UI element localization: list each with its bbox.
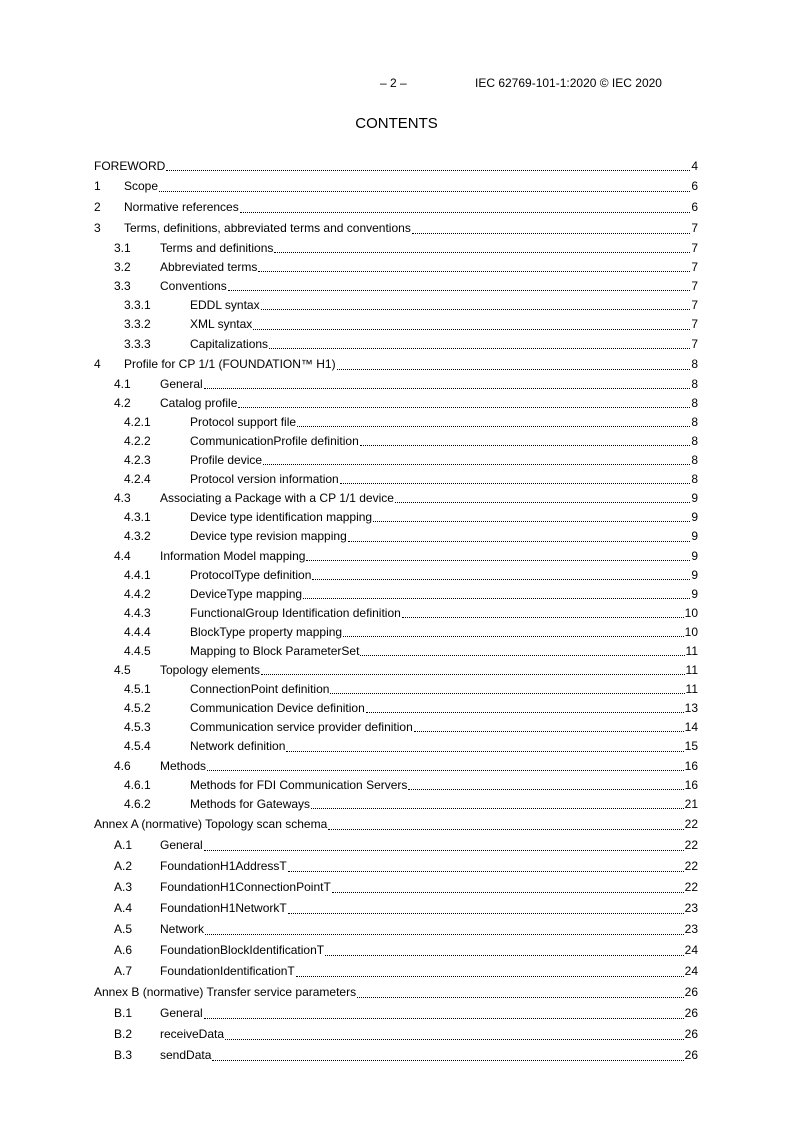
toc-entry-label: Catalog profile [160,395,238,410]
toc-entry-page: 7 [691,298,698,313]
toc-dot-leader [258,258,690,277]
toc-dot-leader [225,1024,684,1045]
toc-dot-leader [312,566,690,585]
toc-entry[interactable] [94,898,698,919]
toc-entry-page: 8 [691,356,698,371]
toc-entry-number: B.1 [114,1005,133,1020]
toc-entry-number: 3.2 [114,260,131,275]
toc-entry-label: Mapping to Block ParameterSet [190,643,360,658]
toc-entry-page: 7 [691,317,698,332]
toc-entry[interactable] [94,258,698,277]
toc-entry-label: DeviceType mapping [190,586,303,601]
toc-entry-label: FoundationIdentificationT [160,963,295,978]
toc-entry-page: 9 [691,491,698,506]
toc-entry-page: 15 [684,739,698,754]
toc-entry-label: receiveData [160,1026,225,1041]
toc-dot-leader [297,413,690,432]
toc-entry-label: FoundationBlockIdentificationT [160,942,325,957]
toc-entry-number: 4.2 [114,395,131,410]
toc-dot-leader [402,604,684,623]
toc-entry-page: 26 [684,984,698,999]
toc-entry[interactable] [94,661,698,680]
toc-entry-label: Methods for FDI Communication Servers [190,777,408,792]
toc-dot-leader [212,1045,683,1066]
toc-entry-page: 16 [684,777,698,792]
toc-dot-leader [303,585,690,604]
toc-entry-page: 6 [691,200,698,215]
toc-entry-label: Scope [124,179,159,194]
toc-entry-label: FOREWORD [94,159,166,173]
toc-entry-number: 2 [94,200,101,215]
toc-entry[interactable] [94,795,698,814]
toc-entry-label: Conventions [160,279,227,294]
toc-entry-number: 4.3.1 [124,510,151,525]
toc-entry-page: 10 [684,624,698,639]
toc-entry-page: 9 [691,567,698,582]
toc-dot-leader [286,737,683,756]
page-number-header: – 2 – [380,76,407,90]
toc-entry-page: 8 [691,414,698,429]
toc-entry-number: A.5 [114,921,133,936]
toc-entry[interactable] [94,623,698,642]
toc-entry[interactable] [94,413,698,432]
toc-entry-number: 4.5.2 [124,701,151,716]
toc-entry[interactable] [94,718,698,737]
toc-entry[interactable] [94,315,698,334]
toc-entry-number: 4.4 [114,548,131,563]
toc-entry-page: 7 [691,260,698,275]
toc-entry-page: 22 [684,858,698,873]
toc-entry-page: 26 [684,1005,698,1020]
toc-entry-label: Profile for CP 1/1 (FOUNDATION™ H1) [124,356,336,371]
toc-entry-page: 9 [691,586,698,601]
toc-entry[interactable] [94,856,698,877]
toc-entry-label: Device type revision mapping [190,529,347,544]
toc-dot-leader [332,877,684,898]
toc-dot-leader [288,898,684,919]
toc-entry-label: Methods [160,758,207,773]
toc-entry-number: 4.2.2 [124,433,151,448]
toc-entry-number: 4.4.5 [124,643,151,658]
toc-entry[interactable] [94,451,698,470]
toc-entry-page: 8 [691,472,698,487]
toc-dot-leader [288,856,684,877]
toc-entry-page: 6 [691,179,698,194]
toc-entry-number: 4.6.2 [124,796,151,811]
toc-entry-number: 4.6.1 [124,777,151,792]
toc-entry-label: Capitalizations [190,336,269,351]
toc-entry[interactable] [94,296,698,315]
toc-dot-leader [360,432,691,451]
toc-entry-label: Device type identification mapping [190,510,373,525]
toc-entry-number: 3.3.3 [124,336,151,351]
toc-entry-label: Normative references [124,200,239,215]
toc-entry-label: Abbreviated terms [160,260,258,275]
toc-dot-leader [253,315,690,334]
toc-entry[interactable] [94,982,698,1003]
toc-entry-page: 10 [684,605,698,620]
document-id-header: IEC 62769-101-1:2020 © IEC 2020 [475,76,662,90]
toc-entry[interactable] [94,940,698,961]
toc-dot-leader [306,547,690,566]
toc-entry-page: 11 [685,663,698,678]
toc-entry-page: 8 [691,395,698,410]
toc-entry-label: Information Model mapping [160,548,306,563]
toc-entry-label: Communication service provider definition [190,720,413,735]
toc-entry-page: 16 [684,758,698,773]
toc-entry[interactable] [94,470,698,489]
toc-entry-number: A.4 [114,900,133,915]
toc-entry[interactable] [94,527,698,546]
toc-entry-number: 1 [94,179,101,194]
toc-dot-leader [204,835,684,856]
toc-entry[interactable] [94,1003,698,1024]
toc-entry-page: 8 [691,453,698,468]
toc-entry-number: B.3 [114,1047,133,1062]
toc-entry[interactable] [94,961,698,982]
toc-entry-page: 9 [691,510,698,525]
toc-entry-page: 4 [691,159,698,173]
toc-entry-number: 4.5.1 [124,682,151,697]
toc-entry[interactable] [94,642,698,661]
toc-entry[interactable] [94,394,698,413]
toc-entry-number: 4.2.4 [124,472,151,487]
toc-entry-number: 4.5.3 [124,720,151,735]
toc-entry[interactable] [94,699,698,718]
toc-entry[interactable] [94,354,698,375]
toc-entry[interactable] [94,814,698,835]
toc-entry-label: Topology elements [160,663,261,678]
toc-entry-number: 3 [94,221,101,236]
toc-entry-page: 26 [684,1026,698,1041]
toc-entry-number: 4.4.3 [124,605,151,620]
toc-entry-page: 7 [691,279,698,294]
toc-entry-page: 26 [684,1047,698,1062]
toc-dot-leader [274,239,690,258]
toc-entry[interactable] [94,877,698,898]
toc-entry[interactable] [94,157,698,176]
toc-entry-number: A.7 [114,963,133,978]
toc-entry-label: EDDL syntax [190,298,260,313]
toc-entry-number: 3.3 [114,279,131,294]
toc-entry-label: Protocol version information [190,472,339,487]
toc-entry-number: 4.5 [114,663,131,678]
toc-entry-number: 3.3.2 [124,317,151,332]
toc-entry-number: 4.2.3 [124,453,151,468]
toc-dot-leader [343,623,684,642]
toc-entry-number: 4.3 [114,491,131,506]
toc-entry-label: General [160,1005,203,1020]
toc-entry[interactable] [94,835,698,856]
toc-dot-leader [414,718,684,737]
toc-dot-leader [395,489,690,508]
toc-entry-label: ProtocolType definition [190,567,312,582]
toc-entry-number: A.2 [114,858,133,873]
toc-entry-label: BlockType property mapping [190,624,343,639]
toc-entry-label: XML syntax [190,317,253,332]
toc-entry[interactable] [94,375,698,394]
toc-entry[interactable] [94,585,698,604]
toc-entry-page: 23 [684,900,698,915]
toc-entry-label: Network definition [190,739,286,754]
toc-entry-number: 4 [94,356,101,371]
toc-dot-leader [296,961,684,982]
toc-entry-label: General [160,837,203,852]
toc-entry[interactable] [94,757,698,776]
toc-entry-number: B.2 [114,1026,133,1041]
toc-entry-label: Terms, definitions, abbreviated terms and conventions [124,221,411,236]
toc-entry-page: 24 [684,963,698,978]
toc-entry-page: 23 [684,921,698,936]
toc-entry-page: 7 [691,336,698,351]
toc-entry[interactable] [94,197,698,218]
toc-dot-leader [166,157,690,176]
toc-entry-page: 8 [691,433,698,448]
toc-entry-number: 4.4.4 [124,624,151,639]
toc-dot-leader [337,354,691,375]
toc-entry-label: FoundationH1NetworkT [160,900,287,915]
toc-dot-leader [269,335,690,354]
toc-entry[interactable] [94,604,698,623]
toc-entry-page: 9 [691,548,698,563]
toc-dot-leader [325,940,684,961]
toc-entry[interactable] [94,277,698,296]
toc-entry-number: 4.4.2 [124,586,151,601]
toc-entry-page: 22 [684,879,698,894]
toc-entry-label: FunctionalGroup Identification definition [190,605,401,620]
page-title: CONTENTS [355,115,438,132]
toc-entry-page: 13 [684,701,698,716]
toc-entry[interactable] [94,1024,698,1045]
toc-dot-leader [357,982,684,1003]
toc-entry-page: 9 [691,529,698,544]
toc-entry-label: Associating a Package with a CP 1/1 device [160,491,394,506]
toc-entry-number: 3.3.1 [124,298,151,313]
toc-entry[interactable] [94,566,698,585]
toc-dot-leader [261,296,691,315]
toc-entry[interactable] [94,335,698,354]
toc-entry-label: CommunicationProfile definition [190,433,359,448]
toc-entry[interactable] [94,508,698,527]
toc-entry[interactable] [94,680,698,699]
toc-dot-leader [360,642,684,661]
toc-entry-number: 4.3.2 [124,529,151,544]
toc-dot-leader [159,176,690,197]
toc-dot-leader [373,508,690,527]
toc-dot-leader [204,375,691,394]
toc-entry-page: 22 [684,816,698,831]
toc-dot-leader [340,470,691,489]
toc-dot-leader [240,197,691,218]
toc-entry-label: Protocol support file [190,414,297,429]
toc-entry[interactable] [94,218,698,239]
toc-entry[interactable] [94,176,698,197]
toc-dot-leader [408,776,683,795]
toc-dot-leader [228,277,691,296]
toc-entry-number: A.3 [114,879,133,894]
toc-dot-leader [330,680,684,699]
toc-entry-page: 11 [685,682,698,697]
toc-entry-label: Annex B (normative) Transfer service parameters [94,984,357,999]
toc-entry-number: 4.5.4 [124,739,151,754]
toc-entry-number: 4.2.1 [124,414,151,429]
toc-entry-page: 21 [684,796,698,811]
toc-entry-page: 24 [684,942,698,957]
toc-dot-leader [412,218,690,239]
toc-entry-label: Methods for Gateways [190,796,311,811]
toc-entry-label: ConnectionPoint definition [190,682,330,697]
toc-dot-leader [366,699,684,718]
toc-entry-page: 7 [691,221,698,236]
toc-dot-leader [238,394,690,413]
toc-entry-number: 4.6 [114,758,131,773]
toc-dot-leader [328,814,683,835]
toc-entry-label: Profile device [190,453,263,468]
toc-entry-label: FoundationH1AddressT [160,858,287,873]
toc-entry-number: A.6 [114,942,133,957]
toc-entry-number: 4.4.1 [124,567,151,582]
toc-entry-page: 7 [691,241,698,256]
toc-dot-leader [205,919,684,940]
toc-dot-leader [348,527,691,546]
table-of-contents [94,157,698,1066]
toc-entry-label: Annex A (normative) Topology scan schema [94,816,328,831]
toc-dot-leader [204,1003,684,1024]
toc-entry[interactable] [94,776,698,795]
toc-entry[interactable] [94,547,698,566]
toc-entry-page: 14 [684,720,698,735]
toc-dot-leader [207,757,684,776]
toc-entry-number: A.1 [114,837,133,852]
toc-entry[interactable] [94,239,698,258]
toc-entry-label: FoundationH1ConnectionPointT [160,879,331,894]
toc-entry[interactable] [94,432,698,451]
toc-entry-number: 4.1 [114,376,131,391]
toc-entry-page: 22 [684,837,698,852]
toc-entry[interactable] [94,1045,698,1066]
toc-dot-leader [261,661,684,680]
toc-entry[interactable] [94,489,698,508]
toc-dot-leader [263,451,690,470]
toc-entry-label: sendData [160,1047,212,1062]
toc-entry-label: Terms and definitions [160,241,274,256]
toc-entry-page: 8 [691,376,698,391]
toc-entry-page: 11 [685,643,698,658]
toc-entry-label: Communication Device definition [190,701,365,716]
toc-entry[interactable] [94,737,698,756]
toc-dot-leader [311,795,684,814]
toc-entry-label: Network [160,921,205,936]
toc-entry-number: 3.1 [114,241,131,256]
toc-entry-label: General [160,376,203,391]
toc-entry[interactable] [94,919,698,940]
